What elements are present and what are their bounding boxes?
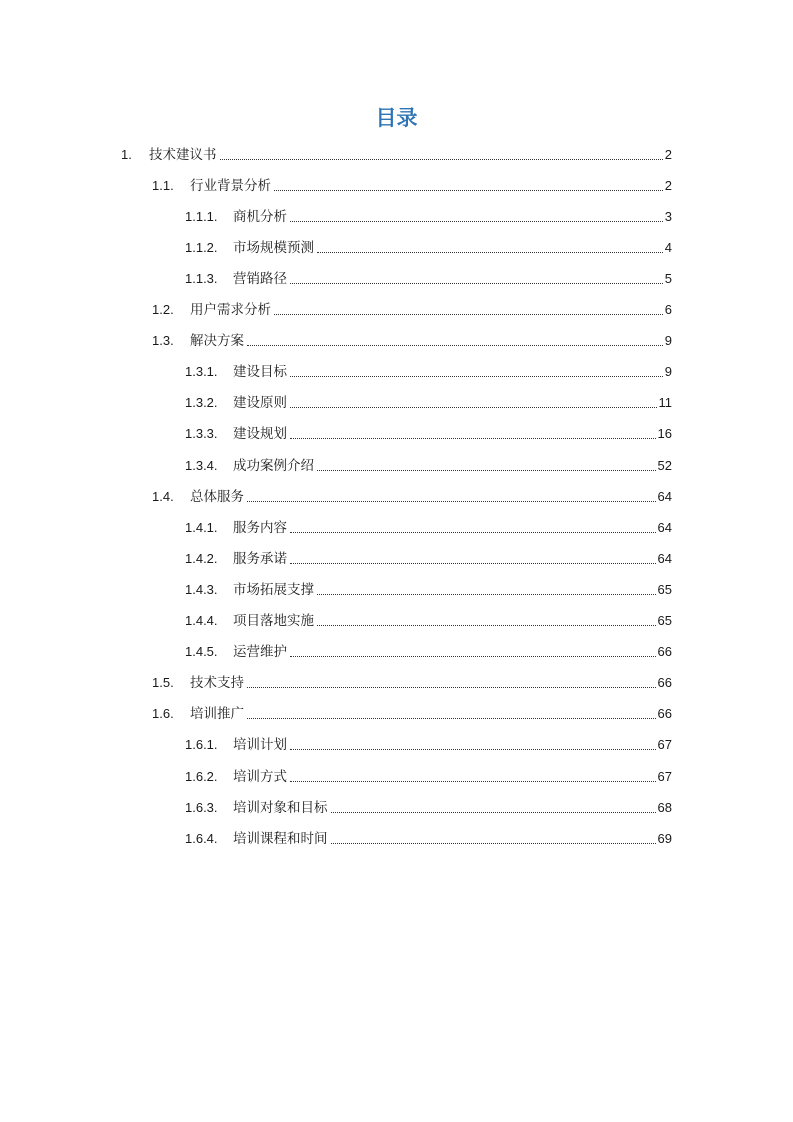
toc-entry-page-number: 64 (657, 519, 672, 535)
toc-entry-title: 用户需求分析 (190, 302, 271, 318)
toc-entry-number: 1. (121, 146, 132, 162)
toc-dot-leader (290, 207, 663, 227)
toc-entry[interactable] (185, 450, 672, 481)
toc-dot-leader (247, 673, 656, 693)
toc-entry-page-number: 11 (658, 395, 672, 411)
toc-entry-number: 1.1.2. (185, 239, 218, 255)
toc-entry-title: 建设规划 (233, 426, 287, 443)
toc-entry[interactable] (185, 637, 672, 668)
toc-entry-page-number: 67 (657, 737, 672, 753)
toc-dot-leader (331, 829, 656, 849)
toc-entry[interactable] (185, 232, 672, 263)
toc-dot-leader (220, 145, 663, 165)
toc-entry-number: 1.3. (152, 333, 174, 349)
toc-entry-number: 1.4. (152, 488, 174, 504)
toc-title: 目录 (375, 106, 418, 130)
toc-dot-leader (317, 238, 663, 258)
toc-entry-page-number: 5 (664, 270, 672, 286)
toc-entry-title: 培训课程和时间 (233, 830, 328, 847)
toc-entry[interactable] (185, 419, 672, 450)
toc-entry-title: 营销路径 (233, 270, 287, 287)
toc-dot-leader (290, 362, 663, 382)
toc-entry-number: 1.2. (152, 302, 174, 317)
toc-entry[interactable] (152, 170, 672, 201)
toc-entry[interactable] (185, 512, 672, 543)
toc-entry[interactable] (185, 357, 672, 388)
toc-entry-title: 技术支持 (190, 675, 244, 692)
toc-entry-number: 1.6.1. (185, 737, 218, 753)
toc-entry-page-number: 66 (657, 675, 672, 691)
toc-dot-leader (290, 642, 656, 662)
toc-dot-leader (290, 735, 656, 755)
toc-entry-number: 1.3.2. (185, 395, 218, 411)
toc-entry[interactable] (152, 326, 672, 357)
toc-entry-page-number: 65 (657, 613, 672, 628)
toc-entry-number: 1.4.4. (185, 613, 218, 628)
toc-entry-number: 1.3.4. (185, 457, 218, 473)
toc-entry-number: 1.5. (152, 675, 174, 691)
toc-dot-leader (247, 487, 656, 507)
toc-dot-leader (274, 300, 663, 320)
toc-entry-page-number: 3 (664, 208, 672, 224)
toc-dot-leader (317, 580, 656, 600)
toc-entry-number: 1.1. (152, 177, 174, 193)
toc-entry-title: 建设目标 (233, 364, 287, 381)
toc-entry-number: 1.4.2. (185, 550, 218, 566)
toc-entry[interactable] (185, 823, 672, 854)
toc-entry-title: 商机分析 (233, 208, 287, 225)
toc-entry-number: 1.1.1. (185, 208, 218, 224)
toc-dot-leader (290, 549, 656, 569)
toc-entry-title: 服务内容 (233, 519, 287, 536)
toc-entry-title: 解决方案 (190, 333, 244, 350)
toc-entry-title: 培训计划 (233, 737, 287, 754)
toc-entry-page-number: 68 (657, 799, 672, 815)
toc-dot-leader (274, 176, 663, 196)
toc-entry-title: 行业背景分析 (190, 177, 271, 194)
toc-entry-title: 总体服务 (190, 488, 244, 505)
toc-entry[interactable] (185, 263, 672, 294)
toc-dot-leader (331, 798, 656, 818)
toc-entry[interactable] (152, 481, 672, 512)
toc-entry[interactable] (185, 201, 672, 232)
toc-entry-title: 培训推广 (190, 706, 244, 723)
toc-entry-number: 1.6.2. (185, 768, 218, 784)
toc-dot-leader (317, 611, 656, 631)
toc-entry-page-number: 65 (657, 581, 672, 597)
toc-entry-title: 项目落地实施 (233, 613, 314, 629)
toc-dot-leader (290, 269, 663, 289)
toc-entry-page-number: 2 (664, 177, 672, 193)
toc-entry-page-number: 9 (664, 333, 672, 349)
toc-entry-number: 1.6. (152, 706, 174, 722)
toc-entry[interactable] (152, 699, 672, 730)
toc-entry[interactable] (185, 730, 672, 761)
toc-entry-page-number: 67 (657, 768, 672, 784)
toc-entry-title: 建设原则 (233, 395, 287, 412)
toc-entry-number: 1.3.3. (185, 426, 218, 442)
toc-dot-leader (290, 518, 656, 538)
toc-entry[interactable] (185, 388, 672, 419)
toc-entry-page-number: 64 (657, 550, 672, 566)
toc-entry-number: 1.4.1. (185, 519, 218, 535)
toc-entry-number: 1.4.3. (185, 581, 218, 597)
toc-entry-title: 技术建议书 (149, 146, 217, 163)
toc-entry-page-number: 66 (657, 644, 672, 660)
toc-entry-title: 服务承诺 (233, 550, 287, 567)
toc-entry-number: 1.1.3. (185, 270, 218, 286)
toc-entry-page-number: 2 (664, 146, 672, 162)
toc-entry-title: 成功案例介绍 (233, 457, 314, 474)
toc-dot-leader (317, 456, 656, 476)
toc-entry-title: 运营维护 (233, 644, 287, 661)
toc-entry-title: 市场规模预测 (233, 239, 314, 256)
toc-entry[interactable] (185, 543, 672, 574)
toc-entry-page-number: 16 (657, 426, 672, 442)
toc-entry-page-number: 66 (657, 706, 672, 722)
toc-entry-number: 1.3.1. (185, 364, 218, 380)
toc-entry-title: 培训对象和目标 (233, 799, 328, 816)
toc-entry[interactable] (152, 668, 672, 699)
toc-entry-page-number: 52 (657, 457, 672, 473)
toc-entry-page-number: 6 (664, 302, 672, 317)
toc-dot-leader (247, 704, 656, 724)
toc-dot-leader (290, 424, 656, 444)
toc-entry[interactable] (185, 574, 672, 605)
toc-entry[interactable] (121, 139, 672, 170)
toc-dot-leader (247, 331, 663, 351)
toc-entry-page-number: 69 (657, 830, 672, 846)
toc-entry-page-number: 64 (657, 488, 672, 504)
toc-entry-number: 1.6.3. (185, 799, 218, 815)
toc-entry[interactable] (185, 606, 672, 637)
toc-dot-leader (290, 767, 656, 787)
toc-entry-title: 培训方式 (233, 768, 287, 785)
toc-entry-page-number: 9 (664, 364, 672, 380)
toc-entry-page-number: 4 (664, 239, 672, 255)
toc-entry[interactable] (185, 792, 672, 823)
toc-entry[interactable] (185, 761, 672, 792)
toc-entry-title: 市场拓展支撑 (233, 581, 314, 598)
toc-entry[interactable] (152, 295, 672, 326)
toc-entry-number: 1.6.4. (185, 830, 218, 846)
toc-dot-leader (290, 393, 657, 413)
toc-entry-number: 1.4.5. (185, 644, 218, 660)
